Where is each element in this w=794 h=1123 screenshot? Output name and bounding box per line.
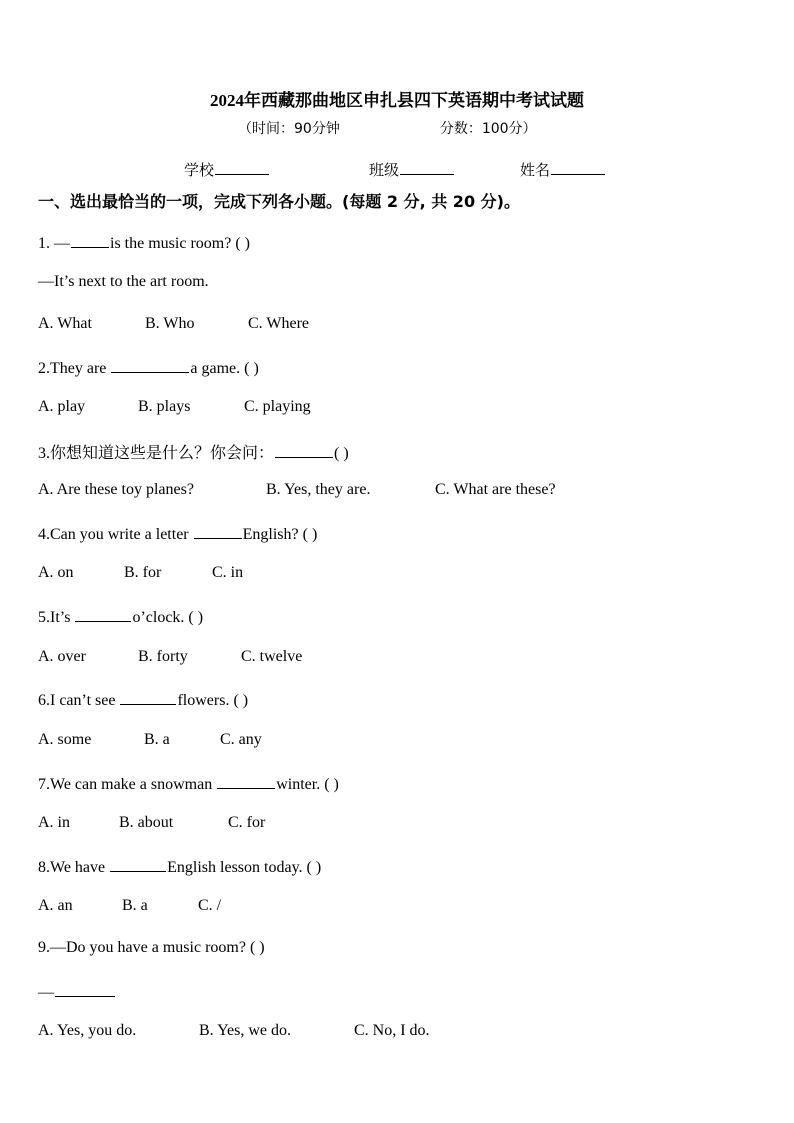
option-c: C. playing (244, 398, 311, 415)
question-1-reply: —It’s next to the art room. (38, 273, 209, 290)
option-b: B. Yes, we do. (199, 1022, 292, 1039)
option-c: C. for (228, 814, 266, 831)
answer-blank (110, 856, 166, 872)
question-4-options (38, 564, 243, 582)
class-label: 班级 (369, 161, 400, 179)
question-2-options (38, 398, 311, 416)
option-b: B. plays (138, 398, 191, 415)
answer-blank (194, 523, 242, 539)
option-c: C. any (220, 731, 262, 748)
option-a: A. on (38, 564, 74, 581)
question-9-options (38, 1022, 430, 1040)
question-6-options (38, 731, 262, 749)
option-b: B. forty (138, 648, 188, 665)
score-info: 分数：100分） (439, 121, 537, 137)
option-a: A. Yes, you do. (38, 1022, 137, 1039)
question-3: 3.你想知道这些是什么？你会问： ( ) (38, 440, 349, 463)
class-field (369, 159, 455, 180)
name-blank (551, 160, 605, 175)
option-c: C. twelve (241, 648, 303, 665)
question-8: 8.We have English lesson today. ( ) (38, 856, 321, 877)
option-c: C. No, I do. (354, 1022, 430, 1039)
option-c: C. What are these? (435, 481, 556, 498)
exam-title: 2024年西藏那曲地区申扎县四下英语期中考试试题 (210, 91, 584, 110)
school-label: 学校 (184, 161, 215, 179)
option-a: A. What (38, 315, 92, 332)
question-1: 1. — is the music room? ( ) (38, 232, 250, 253)
section-title: 一、选出最恰当的一项，完成下列各小题。(每题 2 分, 共 20 分)。 (38, 192, 520, 211)
question-1-options (38, 315, 309, 333)
time-info: （时间：90分钟 (238, 121, 340, 137)
option-a: A. an (38, 897, 73, 914)
question-8-options (38, 897, 221, 915)
option-a: A. in (38, 814, 70, 831)
option-a: A. some (38, 731, 92, 748)
option-a: A. play (38, 398, 86, 415)
option-a: A. Are these toy planes? (38, 481, 194, 498)
question-4: 4.Can you write a letter English? ( ) (38, 523, 317, 544)
option-c: C. Where (248, 315, 310, 332)
name-field (520, 159, 606, 180)
option-c: C. in (212, 564, 244, 581)
option-c: C. / (198, 897, 222, 914)
option-b: B. Who (145, 315, 195, 332)
question-2: 2.They are a game. ( ) (38, 357, 259, 378)
question-5-options (38, 648, 302, 666)
answer-blank (75, 606, 131, 622)
question-7-options (38, 814, 265, 832)
question-9-reply: — (38, 981, 116, 1002)
class-blank (400, 160, 454, 175)
answer-blank (111, 357, 189, 373)
question-3-options (38, 481, 556, 499)
option-a: A. over (38, 648, 86, 665)
answer-blank (275, 442, 333, 458)
answer-blank (217, 773, 275, 789)
answer-blank (71, 232, 109, 248)
option-b: B. for (124, 564, 162, 581)
name-label: 姓名 (520, 161, 551, 179)
question-6: 6.I can’t see flowers. ( ) (38, 689, 248, 710)
question-5: 5.It’s o’clock. ( ) (38, 606, 203, 627)
option-b: B. a (122, 897, 148, 914)
option-b: B. Yes, they are. (266, 481, 371, 498)
question-9: 9.—Do you have a music room? ( ) (38, 939, 265, 956)
option-b: B. about (119, 814, 174, 831)
question-7: 7.We can make a snowman winter. ( ) (38, 773, 339, 794)
exam-subtitle (238, 118, 537, 138)
answer-blank (120, 689, 176, 705)
answer-blank (55, 981, 115, 997)
option-b: B. a (144, 731, 170, 748)
school-field (184, 159, 270, 180)
school-blank (215, 160, 269, 175)
